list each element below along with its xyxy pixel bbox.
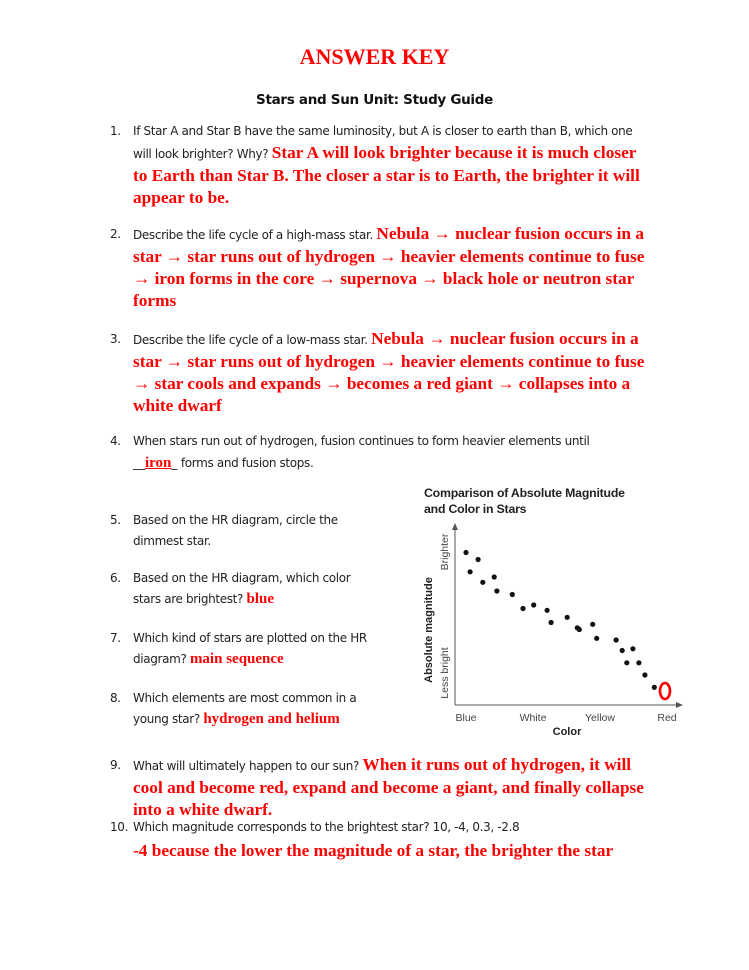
star-point — [549, 620, 554, 625]
question-10 — [110, 816, 680, 862]
question-3 — [110, 328, 670, 417]
star-point — [636, 660, 641, 665]
question-text: young star? — [133, 712, 200, 726]
chart-title-line: and Color in Stars — [424, 502, 527, 516]
answer-text: to Earth than Star B. The closer a star is to Earth, the brighter it will — [133, 166, 640, 185]
y-top-label: Brighter — [439, 533, 451, 571]
question-text: Describe the life cycle of a high-mass star. — [133, 228, 373, 242]
star-point — [590, 622, 595, 627]
star-point — [614, 637, 619, 642]
x-tick-label: Red — [657, 712, 677, 724]
star-point — [463, 550, 468, 555]
question-text: When stars run out of hydrogen, fusion continues to form heavier elements until — [133, 434, 590, 448]
star-point — [624, 660, 629, 665]
star-point — [468, 569, 473, 574]
answer-text: star → star runs out of hydrogen → heavier elements continue to fuse — [133, 352, 645, 371]
answer-key-title: ANSWER KEY — [299, 44, 450, 69]
star-point — [652, 685, 657, 690]
question-9 — [110, 754, 670, 821]
answer-text: → iron forms in the core → supernova → black hole or neutron star — [133, 269, 635, 288]
scatter-plot — [410, 480, 700, 740]
star-point — [510, 592, 515, 597]
star-point — [630, 646, 635, 651]
question-text: Which kind of stars are plotted on the HR — [133, 631, 367, 645]
question-6 — [110, 568, 400, 610]
question-text: Which elements are most common in a — [133, 691, 357, 705]
question-number: 1. — [110, 124, 121, 138]
question-number: 4. — [110, 434, 121, 448]
question-text: dimmest star. — [133, 534, 211, 548]
blank-suffix: _ — [171, 456, 178, 470]
answer-text: When it runs out of hydrogen, it will — [362, 755, 632, 774]
question-number: 5. — [110, 513, 121, 527]
x-tick-label: White — [519, 712, 547, 724]
blank-answer: iron — [145, 455, 172, 471]
star-point — [531, 602, 536, 607]
x-tick-label: Blue — [455, 712, 477, 724]
y-axis-arrow-icon — [452, 523, 458, 530]
question-1 — [110, 120, 670, 209]
fill-in-blank — [133, 456, 177, 470]
answer-text: blue — [246, 591, 275, 607]
question-text: stars are brightest? — [133, 592, 244, 606]
x-axis-arrow-icon — [676, 702, 683, 708]
answer-text: -4 because the lower the magnitude of a star, the brighter the star — [133, 841, 614, 860]
star-point — [545, 608, 550, 613]
star-point — [577, 627, 582, 632]
question-text: What will ultimately happen to our sun? — [133, 759, 360, 773]
answer-text: white dwarf — [133, 396, 222, 415]
x-axis-label: Color — [552, 726, 582, 738]
study-guide-subtitle: Stars and Sun Unit: Study Guide — [256, 92, 493, 108]
star-point — [476, 557, 481, 562]
question-5 — [110, 510, 400, 552]
question-text: Based on the HR diagram, which color — [133, 571, 351, 585]
question-text: forms and fusion stops. — [177, 456, 314, 470]
question-7 — [110, 628, 400, 670]
answer-text: star → star runs out of hydrogen → heavier elements continue to fuse — [133, 247, 645, 266]
question-number: 7. — [110, 631, 121, 645]
answer-text: into a white dwarf. — [133, 800, 273, 819]
blank-prefix: __ — [133, 456, 145, 470]
star-point — [520, 606, 525, 611]
answer-text: Nebula → nuclear fusion occurs in a — [376, 224, 644, 243]
question-number: 6. — [110, 571, 121, 585]
question-text: will look brighter? Why? — [133, 147, 269, 161]
star-point — [494, 588, 499, 593]
star-point — [480, 580, 485, 585]
question-number: 8. — [110, 691, 121, 705]
y-bottom-label: Less bright — [439, 647, 451, 699]
question-8 — [110, 688, 410, 730]
answer-text: main sequence — [189, 651, 284, 667]
question-text: diagram? — [133, 652, 187, 666]
answer-text: Nebula → nuclear fusion occurs in a — [371, 329, 639, 348]
star-point — [642, 672, 647, 677]
question-text: Describe the life cycle of a low-mass star. — [133, 333, 368, 347]
answer-text: cool and become red, expand and become a giant, and finally collapse — [133, 778, 644, 797]
star-point — [565, 615, 570, 620]
question-text: If Star A and Star B have the same luminosity, but A is closer to earth than B, which one — [133, 124, 633, 138]
chart-title-line: Comparison of Absolute Magnitude — [424, 486, 625, 500]
answer-text: appear to be. — [133, 188, 230, 207]
question-2 — [110, 223, 670, 312]
question-number: 9. — [110, 758, 121, 772]
answer-text: hydrogen and helium — [203, 711, 340, 727]
answer-text: Star A will look brighter because it is much closer — [271, 143, 637, 162]
star-point — [594, 636, 599, 641]
hr-diagram — [410, 480, 700, 740]
x-tick-label: Yellow — [585, 712, 615, 724]
star-point — [620, 648, 625, 653]
data-points — [463, 550, 657, 690]
question-number: 3. — [110, 332, 121, 346]
y-axis-label: Absolute magnitude — [423, 577, 435, 683]
question-text: Which magnitude corresponds to the brightest star? 10, -4, 0.3, -2.8 — [133, 820, 520, 834]
question-text: Based on the HR diagram, circle the — [133, 513, 338, 527]
star-point — [492, 574, 497, 579]
question-number: 10. — [110, 820, 129, 834]
dimmest-star-circle — [660, 683, 670, 699]
answer-text: → star cools and expands → becomes a red giant → collapses into a — [133, 374, 631, 393]
answer-text: forms — [133, 291, 177, 310]
question-number: 2. — [110, 227, 121, 241]
question-4 — [110, 430, 670, 474]
